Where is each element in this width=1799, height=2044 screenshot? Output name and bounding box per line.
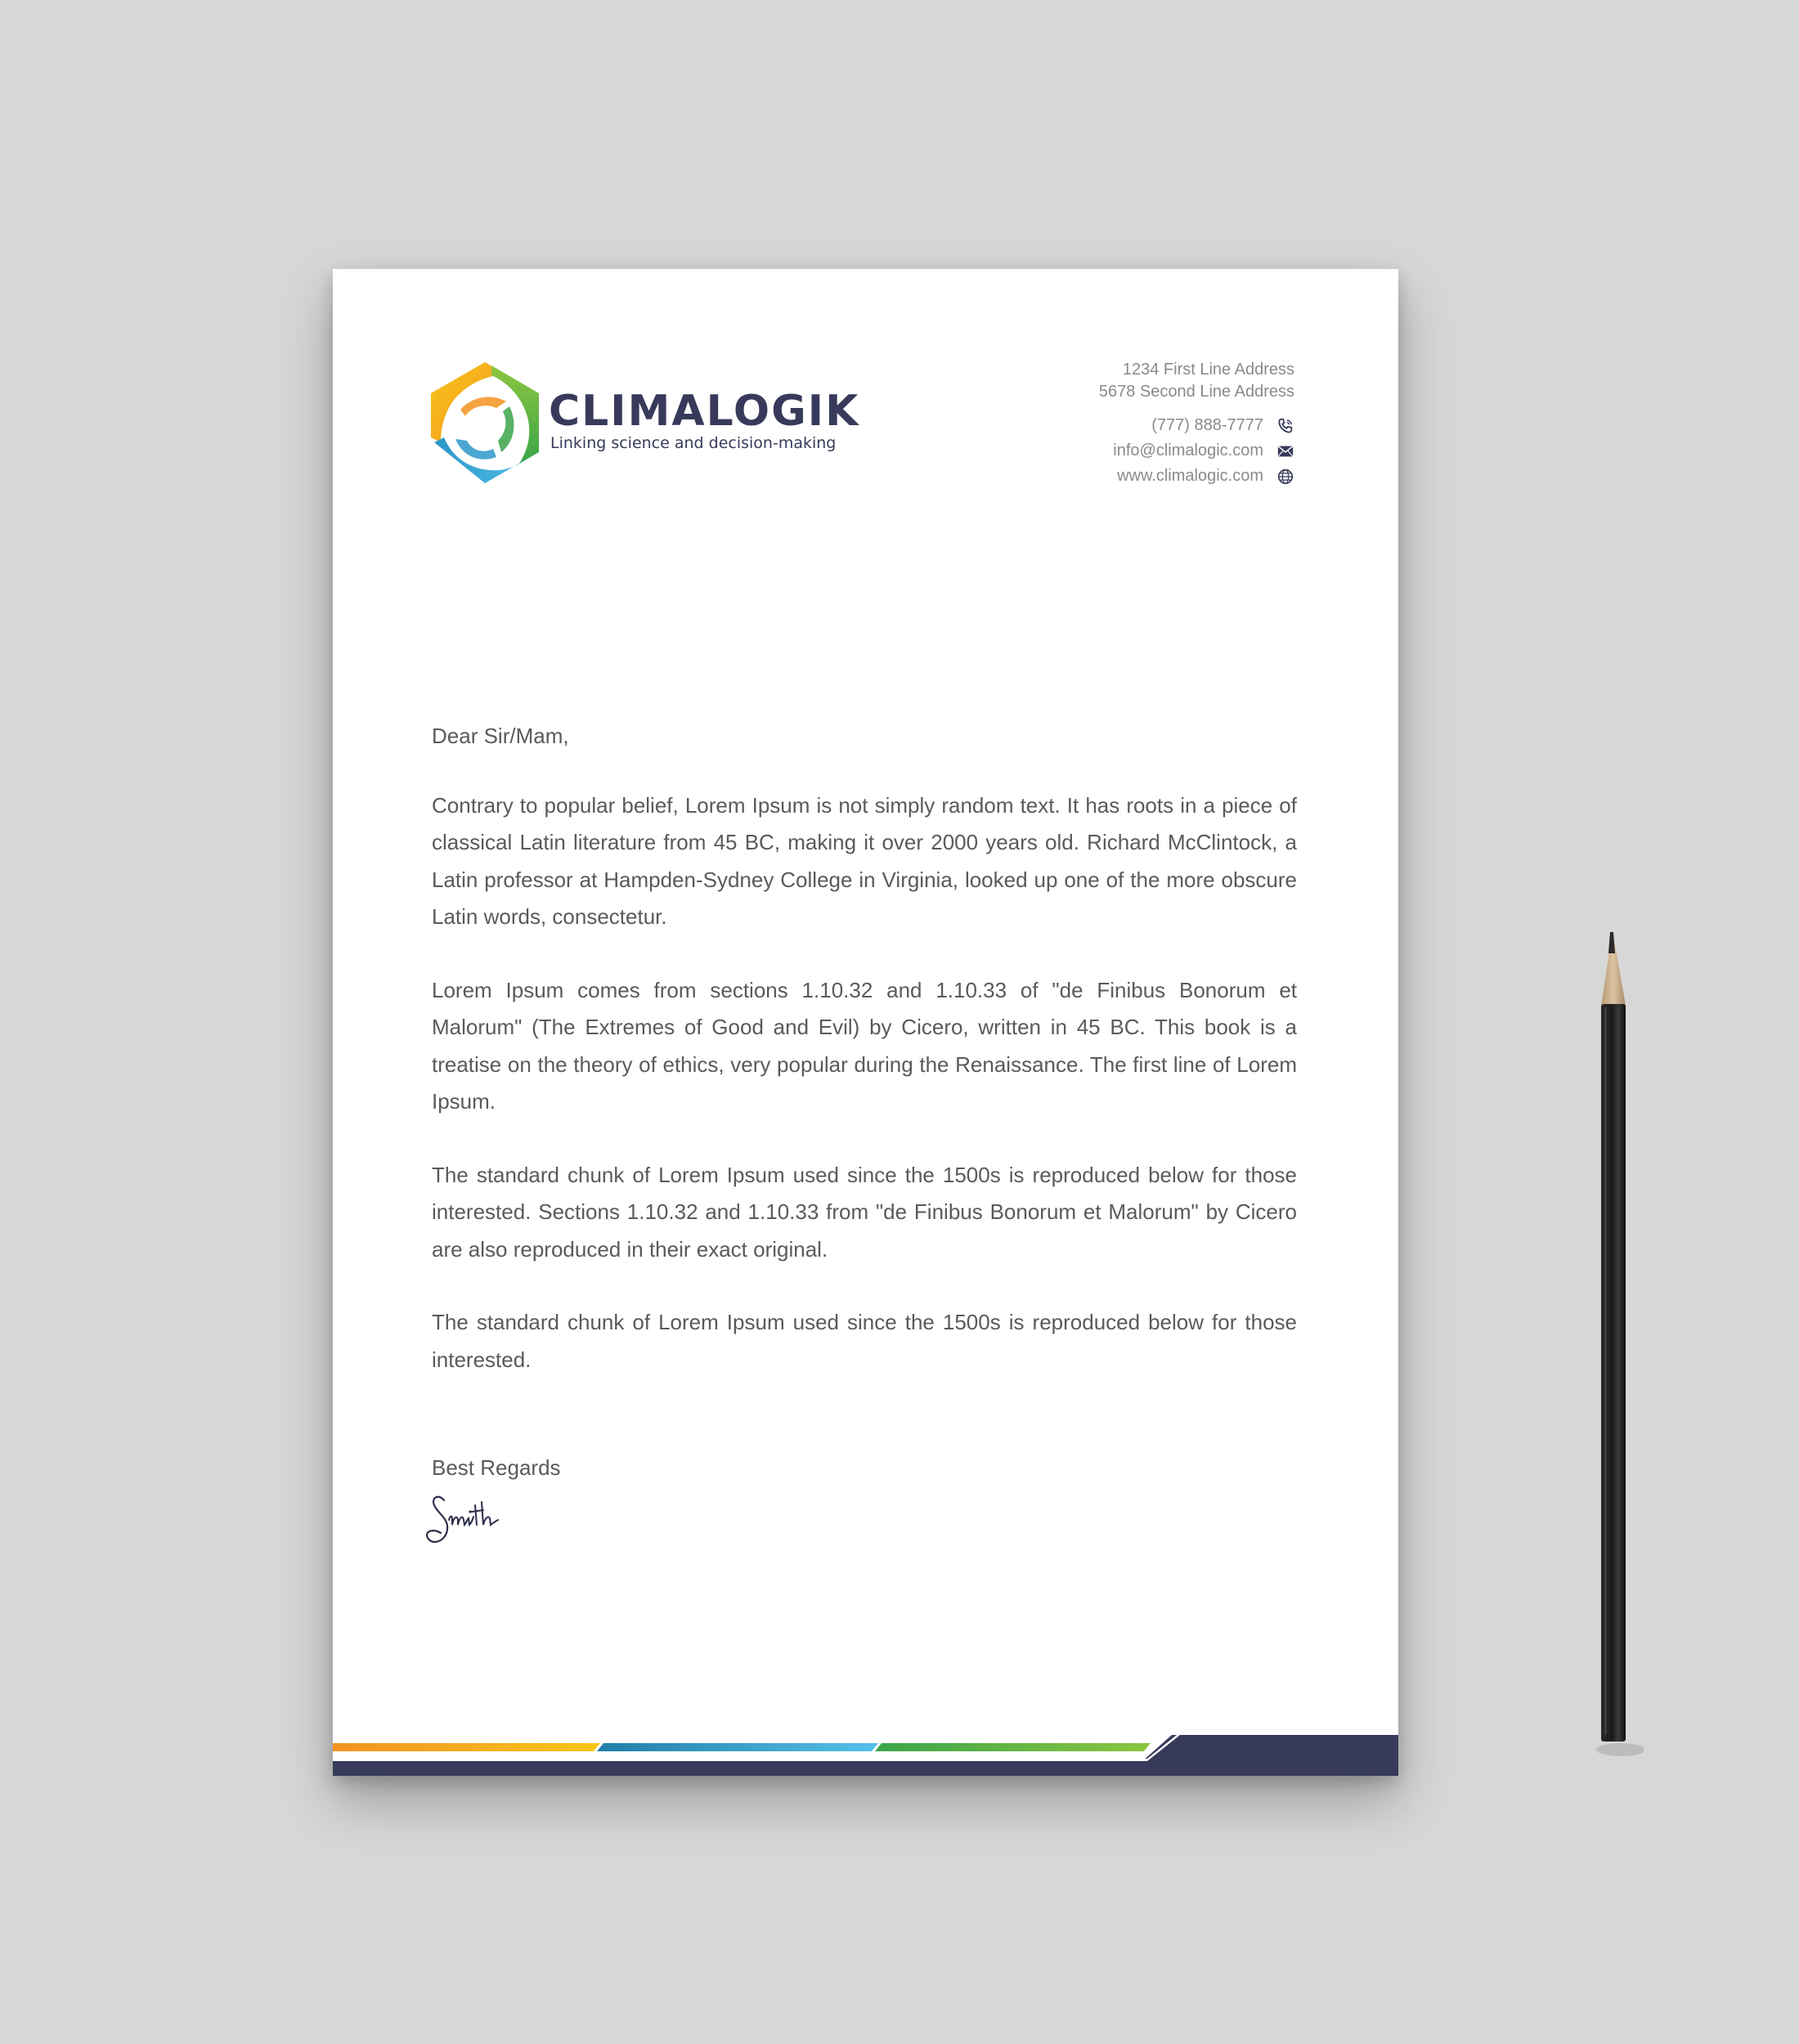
address-line-1: 1234 First Line Address: [1122, 361, 1294, 379]
phone-number: (777) 888-7777: [1151, 416, 1263, 434]
phone-icon: [1276, 417, 1294, 435]
company-logo: [431, 361, 889, 491]
paragraph-2: Lorem Ipsum comes from sections 1.10.32 and 1.10.33 of "de Finibus Bonorum et Malorum" (The Extremes of Good and Evil) by Cicero, written in 45 BC. This book is a treatise on the theory of ethics, very popular during the Renaissance. The first line of Lorem Ipsum.: [432, 977, 1297, 1114]
mail-icon: [1276, 442, 1294, 460]
paragraph-4: The standard chunk of Lorem Ipsum used since the 1500s is reproduced below for those interested.: [432, 1310, 1297, 1372]
letter-body: [432, 718, 1297, 1414]
website-row: [1099, 464, 1294, 489]
salutation: Dear Sir/Mam,: [432, 724, 569, 748]
closing: Best Regards: [432, 1455, 561, 1480]
letterhead-page: [333, 269, 1398, 1776]
pencil-image: [1595, 932, 1644, 1758]
paragraph-3: The standard chunk of Lorem Ipsum used since the 1500s is reproduced below for those interested. Sections 1.10.32 and 1.10.33 from "de Finibus Bonorum et Malorum" by Cicero are also reproduced in their exact original.: [432, 1162, 1297, 1262]
phone-row: [1099, 413, 1294, 438]
globe-icon: [1276, 468, 1294, 486]
signature: [424, 1487, 523, 1553]
email-row: [1099, 438, 1294, 464]
brand-name: CLIMALOGIK: [549, 387, 860, 436]
email-address: info@climalogic.com: [1113, 442, 1263, 459]
contact-block: [1099, 359, 1294, 489]
logo-mark-icon: [431, 361, 539, 485]
brand-tagline: Linking science and decision-making: [550, 434, 837, 452]
address-line-2: 5678 Second Line Address: [1098, 383, 1294, 401]
paragraph-1: Contrary to popular belief, Lorem Ipsum is not simply random text. It has roots in a piece of classical Latin literature from 45 BC, making it over 2000 years old. Richard McClintock, a Latin professor at Hampden-Sydney College in Virginia, looked up one of the more obscure Latin words, consectetur.: [432, 792, 1297, 929]
footer-color-bands: [333, 1735, 1398, 1776]
website-url: www.climalogic.com: [1117, 467, 1263, 485]
